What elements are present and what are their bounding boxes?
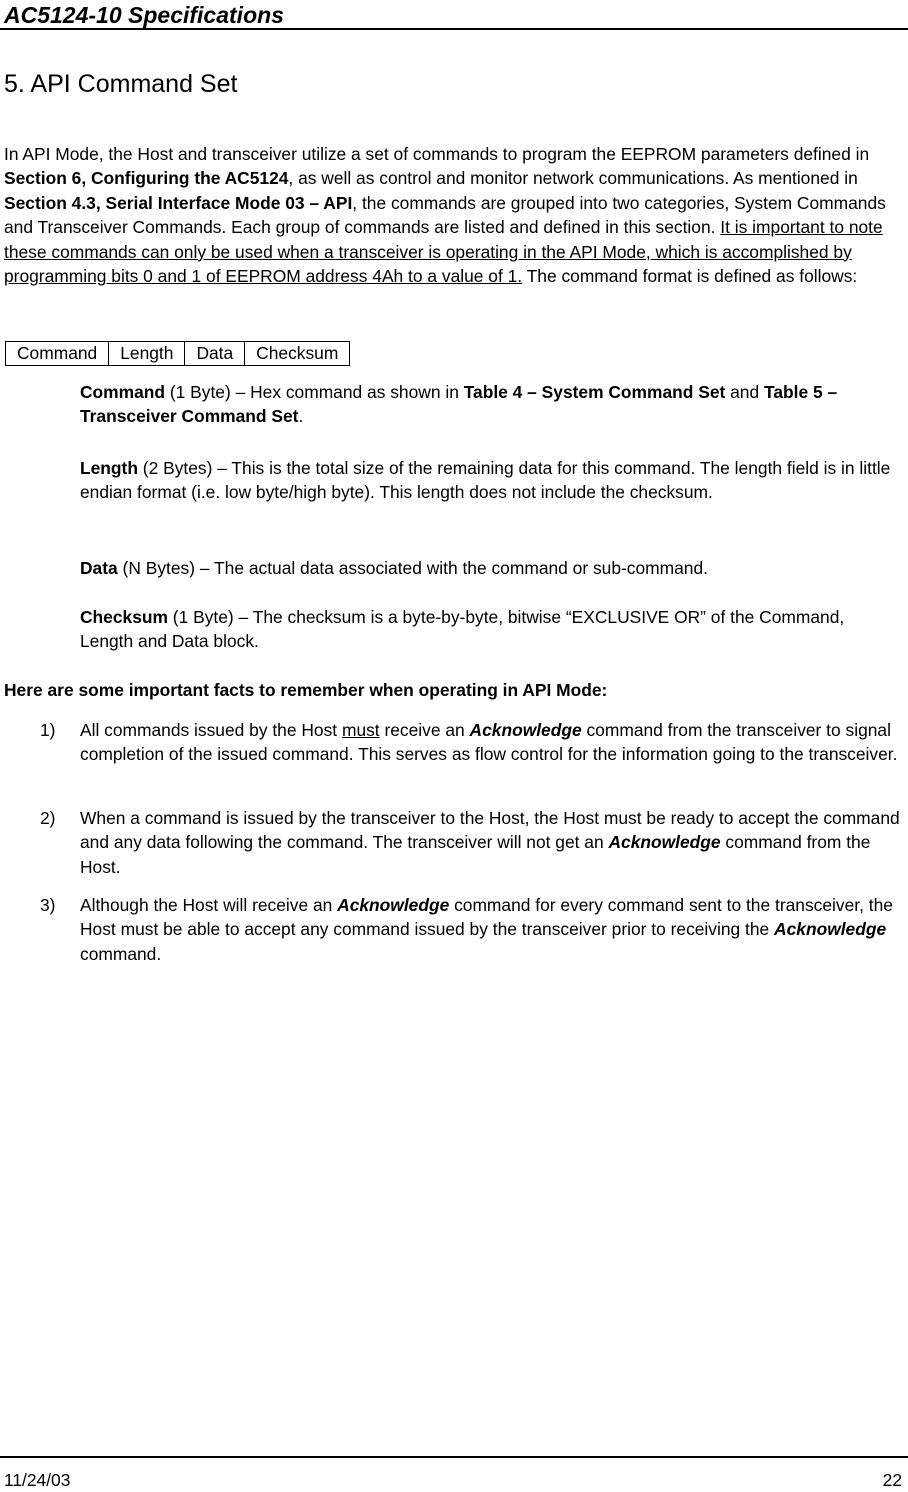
acknowledge-term: Acknowledge [469, 720, 582, 740]
fact-2-text-2: command from the Host. [80, 832, 871, 877]
definition-length-text: (2 Bytes) – This is the total size of the remaining data for this command. The length field is in little endian format (i.e. low byte/high byte). This length does not include the checksum. [80, 458, 891, 503]
fact-2-text-1: When a command is issued by the transceiver to the Host, the Host must be ready to accept the command and any data following the command. The transceiver will not get an [80, 808, 900, 853]
format-cell-length: Length [109, 342, 185, 366]
intro-text-2: , as well as control and monitor network communications. As mentioned in [288, 168, 858, 189]
document-header-title: AC5124-10 Specifications [4, 2, 284, 28]
fact-text [80, 806, 908, 879]
definition-data-text: (N Bytes) – The actual data associated with the command or sub-command. [117, 558, 708, 578]
api-mode-note: It is important to note these commands can only be used when a transceiver is operating in the API Mode, which is accomplished by programming bits 0 and 1 of EEPROM address 4Ah to a value of 1. [4, 217, 883, 287]
header-rule [0, 28, 908, 30]
fact-3-text-2: command for every command sent to the transceiver, the Host must be able to accept any command issued by the transceiver prior to receiving the [80, 895, 893, 940]
table-4-reference: Table 4 – System Command Set [463, 382, 726, 402]
table-5-reference: Table 5 – Transceiver Command Set [80, 382, 838, 427]
intro-text-1: In API Mode, the Host and transceiver utilize a set of commands to program the EEPROM parameters defined in [4, 144, 870, 164]
format-cell-checksum: Checksum [245, 342, 350, 366]
section-4-3-reference: Section 4.3, Serial Interface Mode 03 – API [4, 192, 353, 213]
intro-text-4: The command format is defined as follows: [522, 266, 858, 287]
intro-text-3: , the commands are grouped into two categories, System Commands and Transceiver Commands. Each group of commands are listed and defined in this section. [4, 192, 886, 238]
definition-data [80, 556, 896, 580]
format-cell-command: Command [6, 342, 109, 366]
fact-text [80, 718, 908, 767]
definition-term-data: Data [80, 558, 118, 578]
fact-1-text-1: All commands issued by the Host [80, 720, 342, 740]
definition-checksum [80, 605, 896, 654]
fact-1-must: must [341, 720, 380, 740]
fact-text [80, 893, 908, 966]
definition-checksum-text: (1 Byte) – The checksum is a byte-by-byte, bitwise “EXCLUSIVE OR” of the Command, Length and Data block. [80, 607, 845, 652]
definition-command [80, 380, 896, 429]
fact-3-text-3: command. [80, 943, 162, 964]
fact-3-text-1: Although the Host will receive an [80, 895, 338, 915]
section-heading: 5. API Command Set [4, 70, 238, 98]
command-format-table [5, 341, 350, 366]
footer-date: 11/24/03 [4, 1470, 71, 1490]
definition-length [80, 456, 896, 505]
command-format-row [6, 342, 350, 366]
fact-1-text-2: receive an [379, 720, 470, 740]
acknowledge-term: Acknowledge [337, 895, 450, 915]
acknowledge-term: Acknowledge [608, 832, 721, 853]
definition-term-checksum: Checksum [80, 607, 168, 627]
intro-paragraph [4, 142, 908, 288]
definition-command-text-2: and [725, 382, 764, 402]
format-cell-data: Data [185, 342, 245, 366]
fact-number: 2) [40, 808, 56, 828]
footer-rule [0, 1456, 908, 1458]
acknowledge-term: Acknowledge [774, 919, 887, 940]
definition-command-text-1: (1 Byte) – Hex command as shown in [165, 382, 464, 402]
page-number: 22 [882, 1470, 902, 1490]
fact-number: 3) [40, 895, 56, 915]
definition-term-length: Length [80, 458, 138, 478]
definition-command-text-3: . [298, 406, 304, 427]
section-6-reference: Section 6, Configuring the AC5124 [4, 168, 289, 189]
facts-heading: Here are some important facts to remember when operating in API Mode: [4, 680, 608, 700]
fact-number: 1) [40, 720, 56, 740]
fact-1-text-3: command from the transceiver to signal completion of the issued command. This serves as flow control for the information going to the transceiver. [80, 720, 898, 765]
definition-term-command: Command [80, 382, 166, 402]
